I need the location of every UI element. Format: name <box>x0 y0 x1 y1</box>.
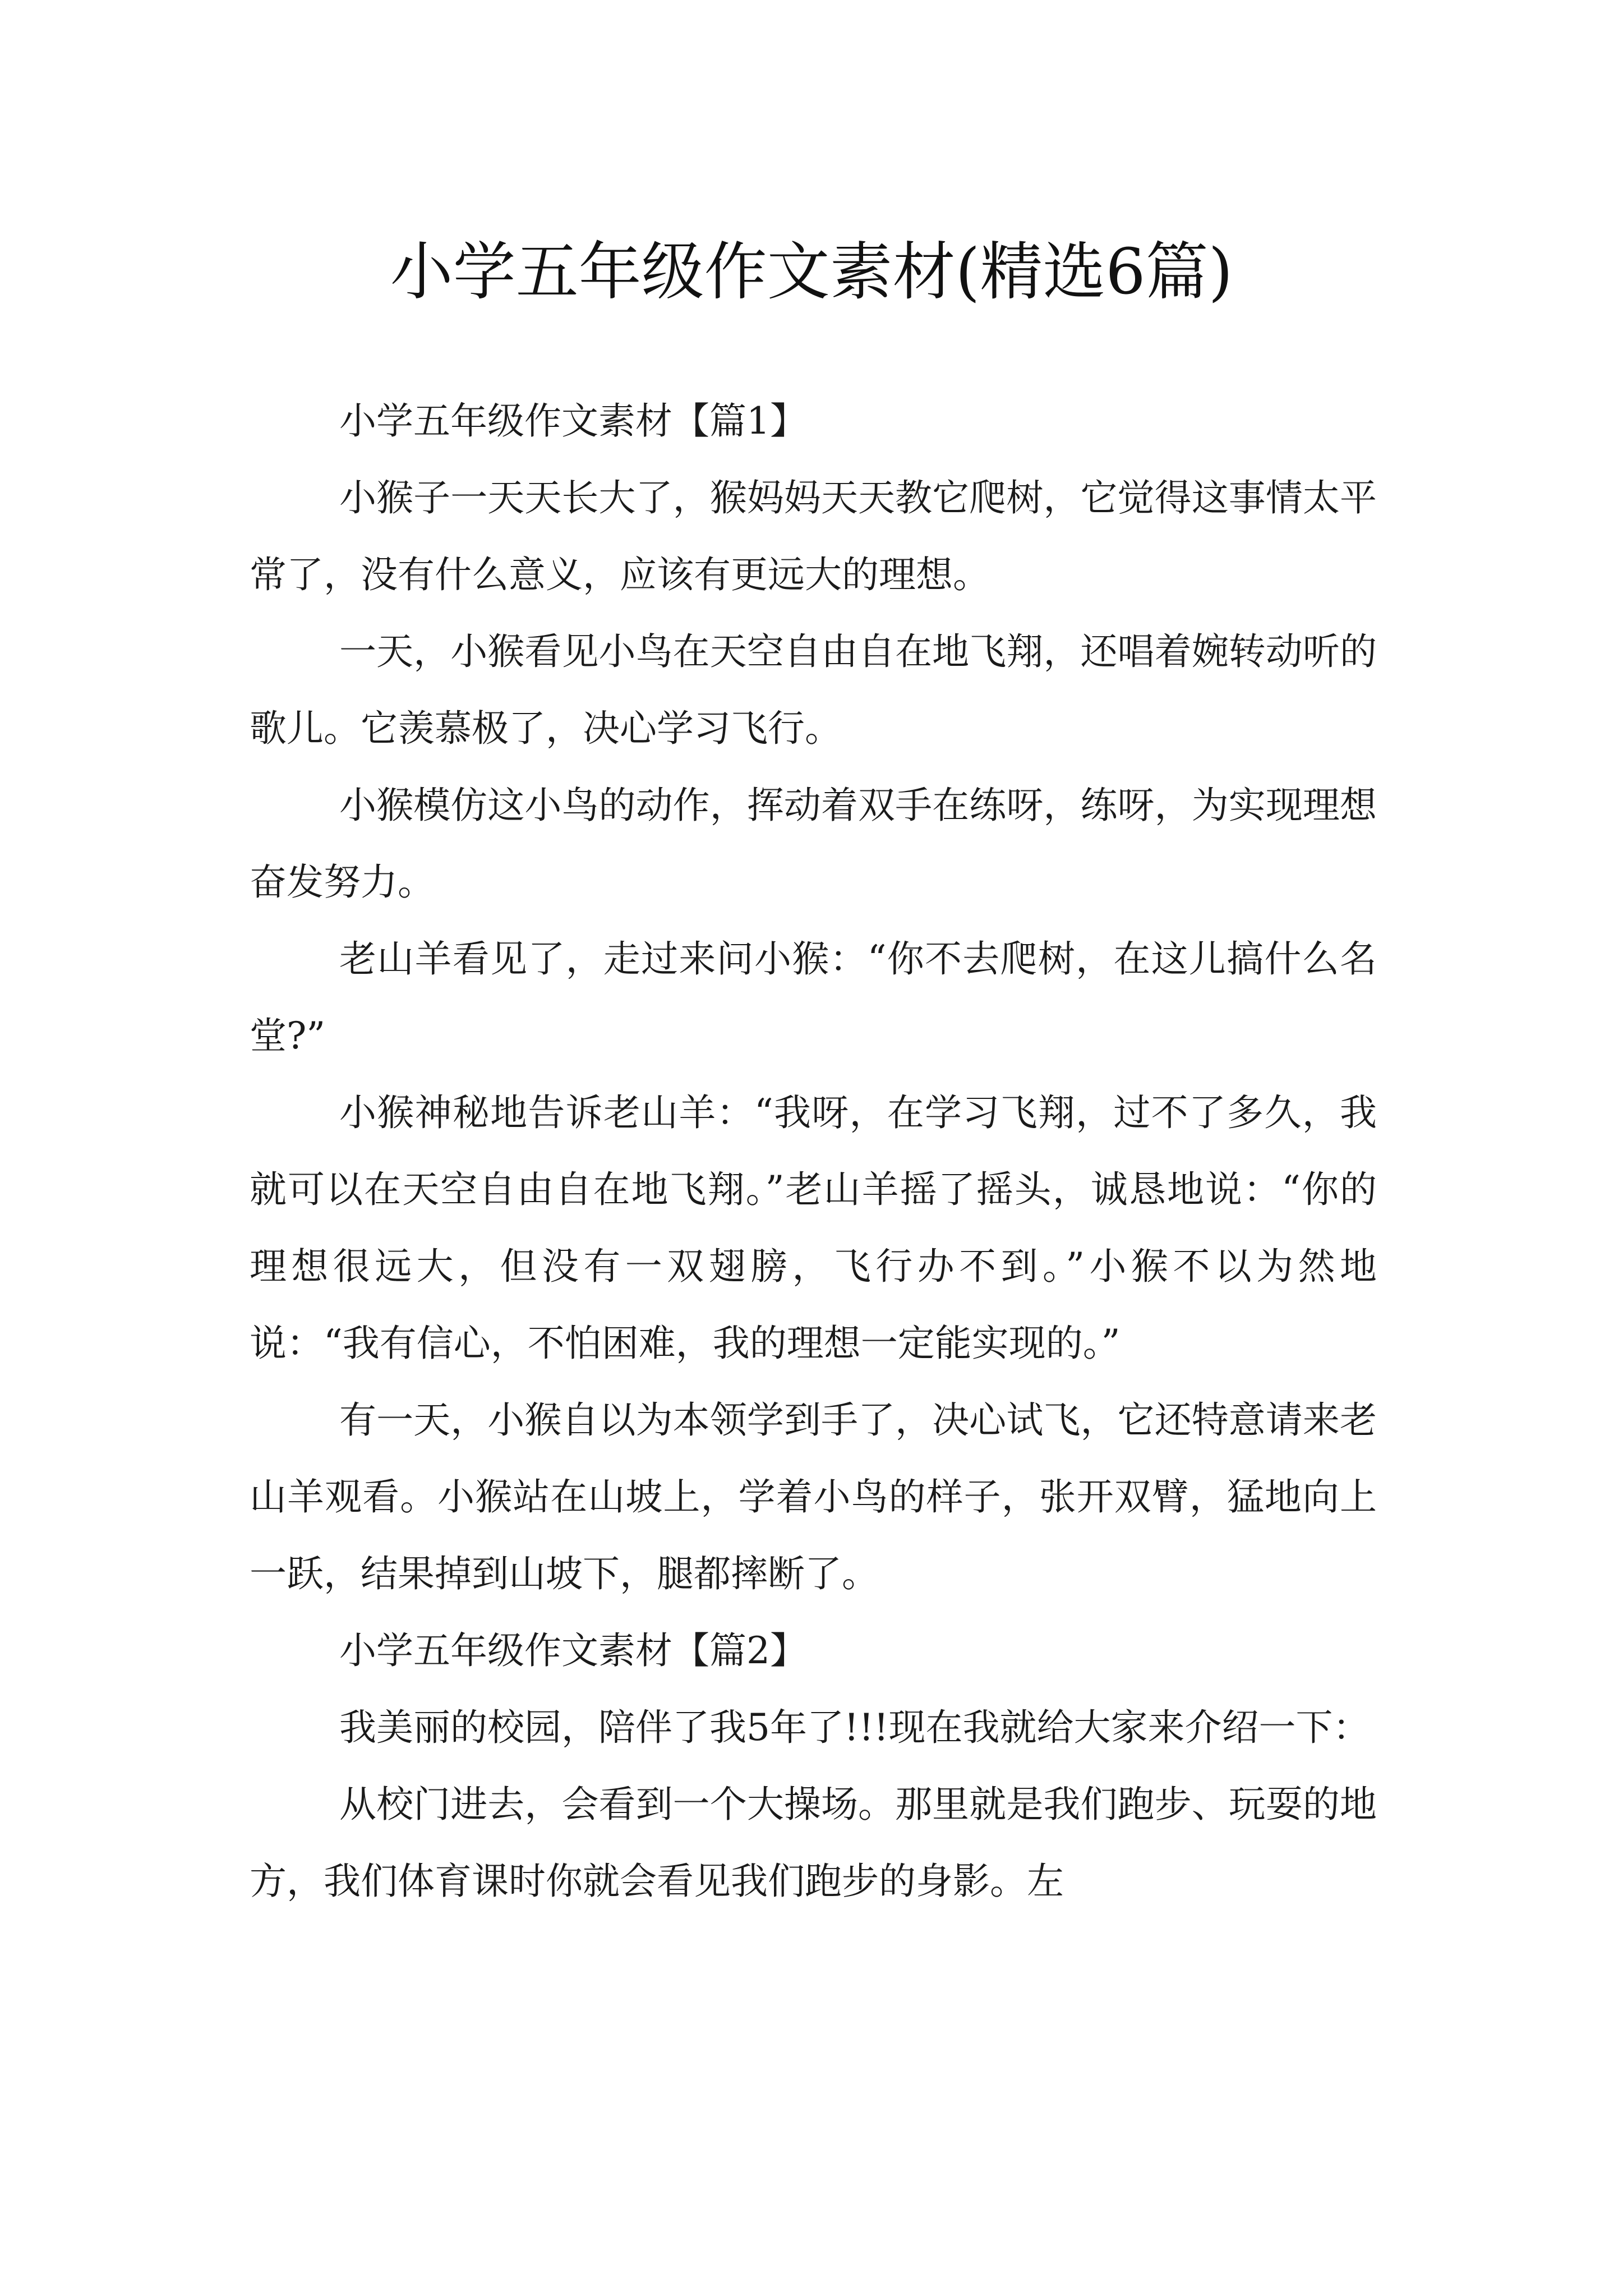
document-title: 小学五年级作文素材(精选6篇) <box>390 236 1233 309</box>
paragraph: 小猴神秘地告诉老山羊：“我呀，在学习飞翔，过不了多久，我就可以在天空自由自在地飞翔。”老山羊摇了摇头，诚恳地说：“你的理想很远大，但没有一双翅膀，飞行办不到。”小猴不以为然地说：“我有信心，不怕困难，我的理想一定能实现的。” <box>250 1091 1377 1365</box>
paragraph: 一天，小猴看见小鸟在天空自由自在地飞翔，还唱着婉转动听的歌儿。它羡慕极了，决心学习飞行。 <box>250 630 1377 750</box>
section-heading-2: 小学五年级作文素材【篇2】 <box>339 1629 807 1672</box>
paragraph: 小猴模仿这小鸟的动作，挥动着双手在练呀，练呀，为实现理想奋发努力。 <box>250 784 1377 904</box>
paragraph: 我美丽的校园，陪伴了我5年了!!!现在我就给大家来介绍一下： <box>339 1706 1370 1749</box>
paragraph: 老山羊看见了，走过来问小猴：“你不去爬树，在这儿搞什么名堂?” <box>250 937 1377 1057</box>
section-heading-1: 小学五年级作文素材【篇1】 <box>339 399 807 443</box>
paragraph: 从校门进去，会看到一个大操场。那里就是我们跑步、玩耍的地方，我们体育课时你就会看见我们跑步的身影。左 <box>250 1783 1377 1903</box>
paragraph: 有一天，小猴自以为本领学到手了，决心试飞，它还特意请来老山羊观看。小猴站在山坡上，学着小鸟的样子，张开双臂，猛地向上一跃，结果掉到山坡下，腿都摔断了。 <box>250 1398 1377 1595</box>
document-body <box>250 383 1377 1920</box>
paragraph: 小猴子一天天长大了，猴妈妈天天教它爬树，它觉得这事情太平常了，没有什么意义，应该有更远大的理想。 <box>250 476 1377 596</box>
